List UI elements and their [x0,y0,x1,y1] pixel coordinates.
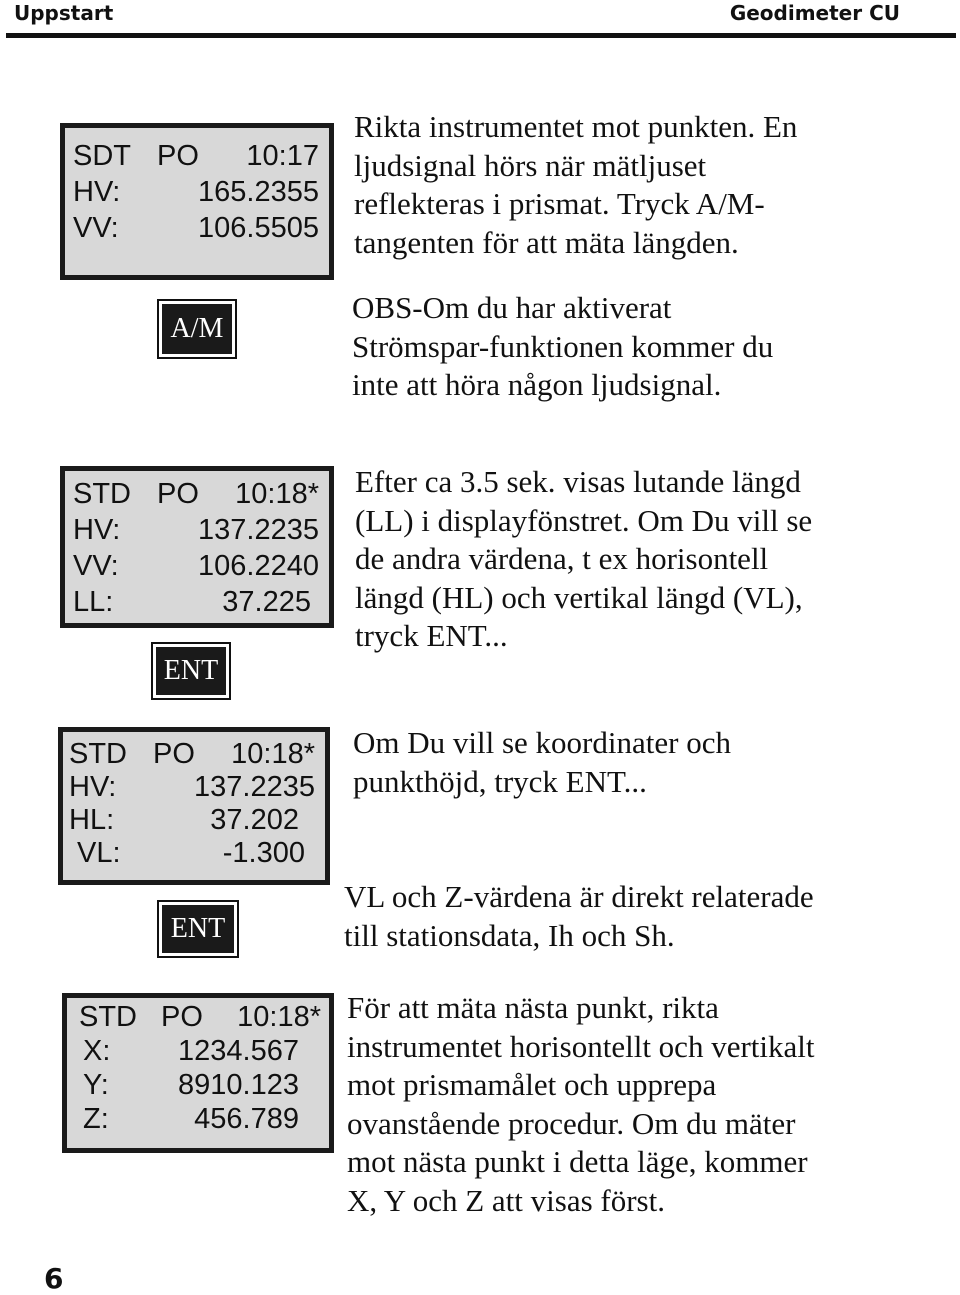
header-product-name: Geodimeter CU [729,1,900,25]
display-screen-1 [60,123,334,280]
page-header [0,0,960,40]
display-screen-4 [62,993,334,1153]
display-row: VL: -1.300 [77,837,305,869]
display-screen-3 [58,727,330,885]
display-row: LL: 37.225 [73,586,311,618]
header-rule [6,33,956,38]
paragraph-station-data: VL och Z-värdena är direkt relaterade till stationsdata, Ih och Sh. [344,879,814,953]
display-row: Z: 456.789 [83,1103,299,1135]
header-section-title: Uppstart [14,1,114,25]
paragraph-obs-note: OBS-Om du har aktiverat Strömspar-funktionen kommer du inte att höra någon ljudsignal. [352,290,774,402]
display-row: VV: 106.5505 [73,212,319,244]
ent-key-1: ENT [151,642,231,700]
paragraph-aim-instrument: Rikta instrumentet mot punkten. En ljudsignal hörs när mätljuset reflekteras i prismat. Tryck A/M- tangenten för att mäta längden. [354,109,798,260]
display-screen-2 [60,466,334,628]
display-row: HV: 165.2355 [73,176,319,208]
paragraph-coordinates: Om Du vill se koordinater och punkthöjd, tryck ENT... [353,725,731,799]
ent-key-2: ENT [157,900,239,958]
display-row: STD PO 10:18* [73,478,319,510]
page-number: 6 [44,1262,64,1295]
display-row: SDT PO 10:17 [73,140,319,172]
display-row: HV: 137.2235 [73,514,319,546]
display-row: STD PO 10:18* [69,738,315,770]
display-row: VV: 106.2240 [73,550,319,582]
display-row: X: 1234.567 [83,1035,299,1067]
paragraph-next-point: För att mäta nästa punkt, rikta instrumentet horisontellt och vertikalt mot prismamålet och upprepa ovanstående procedur. Om du mäter mot nästa punkt i detta läge, kommer X, Y och Z att visas först. [347,990,815,1218]
display-row: STD PO 10:18* [79,1001,321,1033]
am-key: A/M [157,299,237,359]
display-row: HV: 137.2235 [69,771,315,803]
display-row: HL: 37.202 [69,804,299,836]
paragraph-slope-distance: Efter ca 3.5 sek. visas lutande längd (LL) i displayfönstret. Om Du vill se de andra värdena, t ex horisontell längd (HL) och vertikal längd (VL), tryck ENT... [355,464,813,653]
display-row: Y: 8910.123 [83,1069,299,1101]
